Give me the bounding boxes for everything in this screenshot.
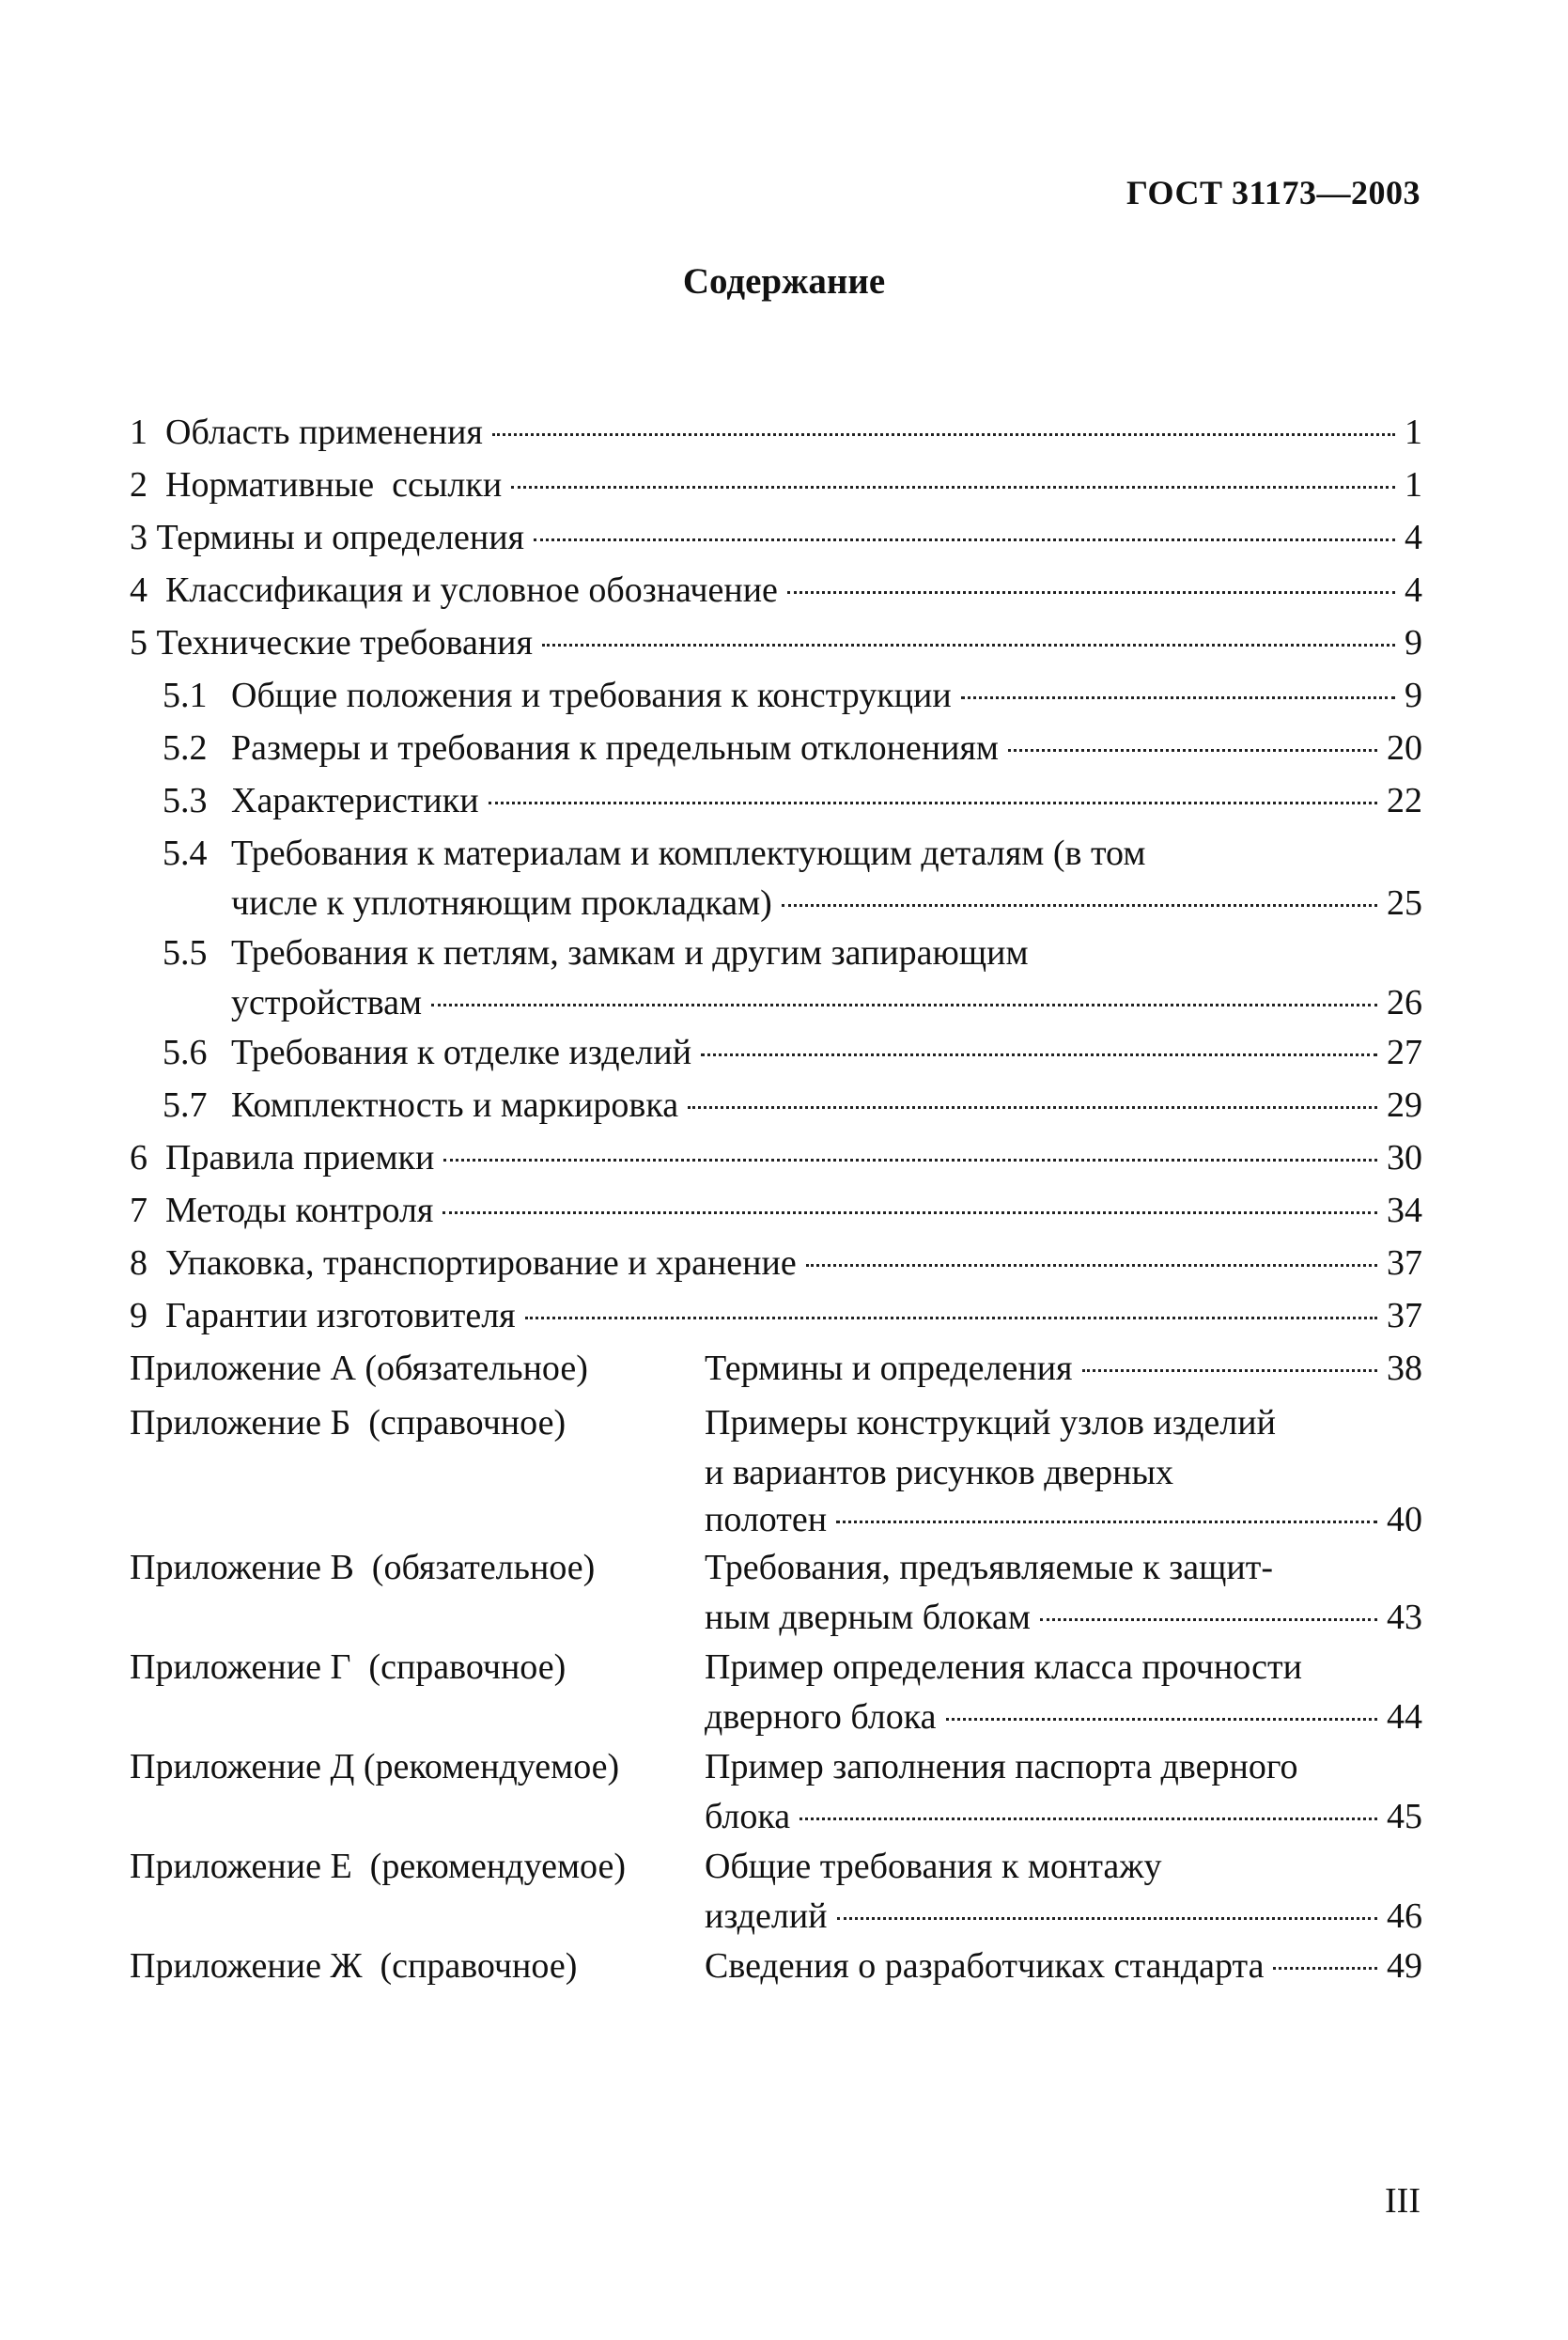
dot-leader	[836, 1521, 1377, 1523]
toc-appendix-a[interactable]	[130, 1342, 1422, 1395]
dot-leader	[431, 1004, 1377, 1006]
toc-entry-page: 22	[1387, 781, 1422, 820]
dot-leader	[443, 1159, 1377, 1162]
toc-entry-page: 26	[1387, 983, 1422, 1022]
toc-entry-title: Гарантии изготовителя	[165, 1296, 516, 1335]
table-of-contents	[130, 406, 1422, 1992]
appendix-title-line: блока	[705, 1797, 791, 1836]
toc-entry-title-line2: числе к уплотняющим прокладкам)	[231, 883, 772, 923]
appendix-label: Приложение А (обязательное)	[130, 1349, 588, 1388]
appendix-title-line: Требования, предъявляемые к защит-	[705, 1548, 1273, 1587]
dot-leader	[442, 1211, 1377, 1214]
toc-entry-page: 9	[1405, 623, 1422, 663]
toc-entry-title-line1: Требования к петлям, замкам и другим запирающим	[231, 933, 1029, 973]
toc-entry-title: Общие положения и требования к конструкции	[231, 676, 952, 715]
toc-entry-number: 2	[130, 465, 147, 505]
dot-leader	[489, 802, 1377, 804]
dot-leader	[946, 1718, 1378, 1721]
toc-entry-6[interactable]	[130, 1131, 1422, 1184]
toc-entry-number: 5.1	[163, 676, 208, 715]
toc-entry-title: Методы контроля	[165, 1191, 434, 1230]
toc-appendix-v[interactable]	[130, 1541, 1422, 1641]
dot-leader	[701, 1053, 1377, 1056]
dot-leader	[534, 538, 1395, 541]
toc-entry-7[interactable]	[130, 1184, 1422, 1237]
toc-entry-5-7[interactable]	[130, 1079, 1422, 1131]
toc-entry-title: Классификация и условное обозначение	[165, 570, 778, 610]
dot-leader	[1040, 1618, 1377, 1621]
appendix-label: Приложение Е (рекомендуемое)	[130, 1847, 626, 1886]
toc-entry-5-1[interactable]	[130, 669, 1422, 722]
toc-entry-5[interactable]	[130, 616, 1422, 669]
toc-appendix-g[interactable]	[130, 1641, 1422, 1740]
toc-entry-page: 4	[1405, 518, 1422, 557]
toc-entry-page: 1	[1405, 465, 1422, 505]
toc-entry-page: 1	[1405, 413, 1422, 452]
appendix-title: Термины и определения	[705, 1349, 1073, 1388]
dot-leader	[1082, 1369, 1377, 1372]
appendix-title-line: и вариантов рисунков дверных	[705, 1453, 1174, 1492]
appendix-label: Приложение Ж (справочное)	[130, 1946, 578, 1986]
toc-entry-title: Требования к отделке изделий	[231, 1033, 692, 1072]
appendix-label: Приложение Б (справочное)	[130, 1403, 567, 1443]
dot-leader	[511, 486, 1395, 489]
toc-entry-5-6[interactable]	[130, 1026, 1422, 1079]
toc-entry-9[interactable]	[130, 1289, 1422, 1342]
toc-entry-number: 4	[130, 570, 147, 610]
toc-entry-page: 9	[1405, 676, 1422, 715]
toc-appendix-b[interactable]	[130, 1396, 1422, 1541]
dot-leader	[492, 433, 1395, 436]
dot-leader	[961, 696, 1395, 699]
toc-entry-page: 40	[1387, 1500, 1422, 1539]
toc-entry-title: Технические требования	[156, 623, 533, 663]
toc-entry-title: Область применения	[165, 413, 483, 452]
dot-leader	[800, 1817, 1377, 1820]
toc-entry-number: 5	[130, 623, 147, 663]
toc-entry-page: 27	[1387, 1033, 1422, 1072]
dot-leader	[542, 644, 1395, 647]
appendix-title-line: Пример определения класса прочности	[705, 1647, 1302, 1687]
dot-leader	[782, 904, 1377, 907]
toc-appendix-zh[interactable]	[130, 1940, 1422, 1992]
toc-entry-title-line2: устройствам	[231, 983, 423, 1022]
document-code: ГОСТ 31173—2003	[1126, 174, 1421, 211]
toc-entry-title-line1: Требования к материалам и комплектующим деталям (в том	[231, 834, 1146, 873]
toc-entry-5-4[interactable]	[130, 827, 1422, 927]
toc-entry-number: 3	[130, 518, 147, 557]
toc-entry-5-2[interactable]	[130, 722, 1422, 774]
toc-entry-page: 30	[1387, 1138, 1422, 1178]
toc-entry-page: 46	[1387, 1896, 1422, 1936]
dot-leader	[787, 591, 1395, 594]
toc-entry-title: Правила приемки	[165, 1138, 435, 1178]
toc-entry-number: 1	[130, 413, 147, 452]
dot-leader	[806, 1264, 1377, 1267]
toc-entry-5-3[interactable]	[130, 774, 1422, 827]
toc-entry-title: Нормативные ссылки	[165, 465, 503, 505]
toc-entry-1[interactable]	[130, 406, 1422, 459]
toc-entry-page: 4	[1405, 570, 1422, 610]
toc-appendix-e[interactable]	[130, 1840, 1422, 1940]
toc-entry-page: 44	[1387, 1697, 1422, 1737]
appendix-title-line: Общие требования к монтажу	[705, 1847, 1162, 1886]
appendix-title: Сведения о разработчиках стандарта	[705, 1946, 1265, 1986]
toc-entry-page: 34	[1387, 1191, 1422, 1230]
dot-leader	[837, 1917, 1378, 1920]
toc-entry-page: 38	[1387, 1349, 1422, 1388]
dot-leader	[1008, 749, 1377, 752]
toc-entry-page: 29	[1387, 1085, 1422, 1125]
toc-entry-5-5[interactable]	[130, 927, 1422, 1026]
toc-entry-number: 5.3	[163, 781, 208, 820]
toc-entry-8[interactable]	[130, 1237, 1422, 1289]
toc-entry-title: Характеристики	[231, 781, 479, 820]
toc-entry-title: Упаковка, транспортирование и хранение	[165, 1243, 797, 1283]
toc-entry-2[interactable]	[130, 459, 1422, 511]
toc-entry-page: 37	[1387, 1243, 1422, 1283]
toc-entry-number: 8	[130, 1243, 147, 1283]
toc-entry-page: 43	[1387, 1598, 1422, 1637]
toc-entry-number: 5.6	[163, 1033, 208, 1072]
appendix-title-line: ным дверным блокам	[705, 1598, 1031, 1637]
appendix-title-line: полотен	[705, 1500, 828, 1539]
dot-leader	[688, 1106, 1377, 1109]
toc-entry-page: 37	[1387, 1296, 1422, 1335]
toc-appendix-d[interactable]	[130, 1740, 1422, 1840]
toc-entry-title: Термины и определения	[156, 518, 525, 557]
toc-entry-number: 7	[130, 1191, 147, 1230]
toc-entry-title: Комплектность и маркировка	[231, 1085, 679, 1125]
appendix-label: Приложение В (обязательное)	[130, 1548, 596, 1587]
toc-entry-4[interactable]	[130, 564, 1422, 616]
toc-entry-number: 5.2	[163, 728, 208, 768]
toc-entry-page: 20	[1387, 728, 1422, 768]
toc-entry-number: 6	[130, 1138, 147, 1178]
appendix-label: Приложение Г (справочное)	[130, 1647, 567, 1687]
appendix-title-line: Пример заполнения паспорта дверного	[705, 1747, 1298, 1786]
toc-title: Содержание	[682, 261, 886, 302]
dot-leader	[525, 1317, 1377, 1319]
toc-entry-number: 9	[130, 1296, 147, 1335]
toc-entry-number: 5.5	[163, 933, 208, 973]
page-number: III	[1385, 2181, 1421, 2221]
toc-entry-3[interactable]	[130, 511, 1422, 564]
dot-leader	[1273, 1967, 1377, 1970]
appendix-label: Приложение Д (рекомендуемое)	[130, 1747, 620, 1786]
toc-entry-page: 45	[1387, 1797, 1422, 1836]
appendix-title-line: Примеры конструкций узлов изделий	[705, 1403, 1276, 1443]
appendix-title-line: дверного блока	[705, 1697, 937, 1737]
toc-entry-page: 25	[1387, 883, 1422, 923]
toc-entry-title: Размеры и требования к предельным отклонениям	[231, 728, 999, 768]
toc-entry-number: 5.7	[163, 1085, 208, 1125]
toc-entry-number: 5.4	[163, 834, 208, 873]
toc-entry-page: 49	[1387, 1946, 1422, 1986]
appendix-title-line: изделий	[705, 1896, 828, 1936]
